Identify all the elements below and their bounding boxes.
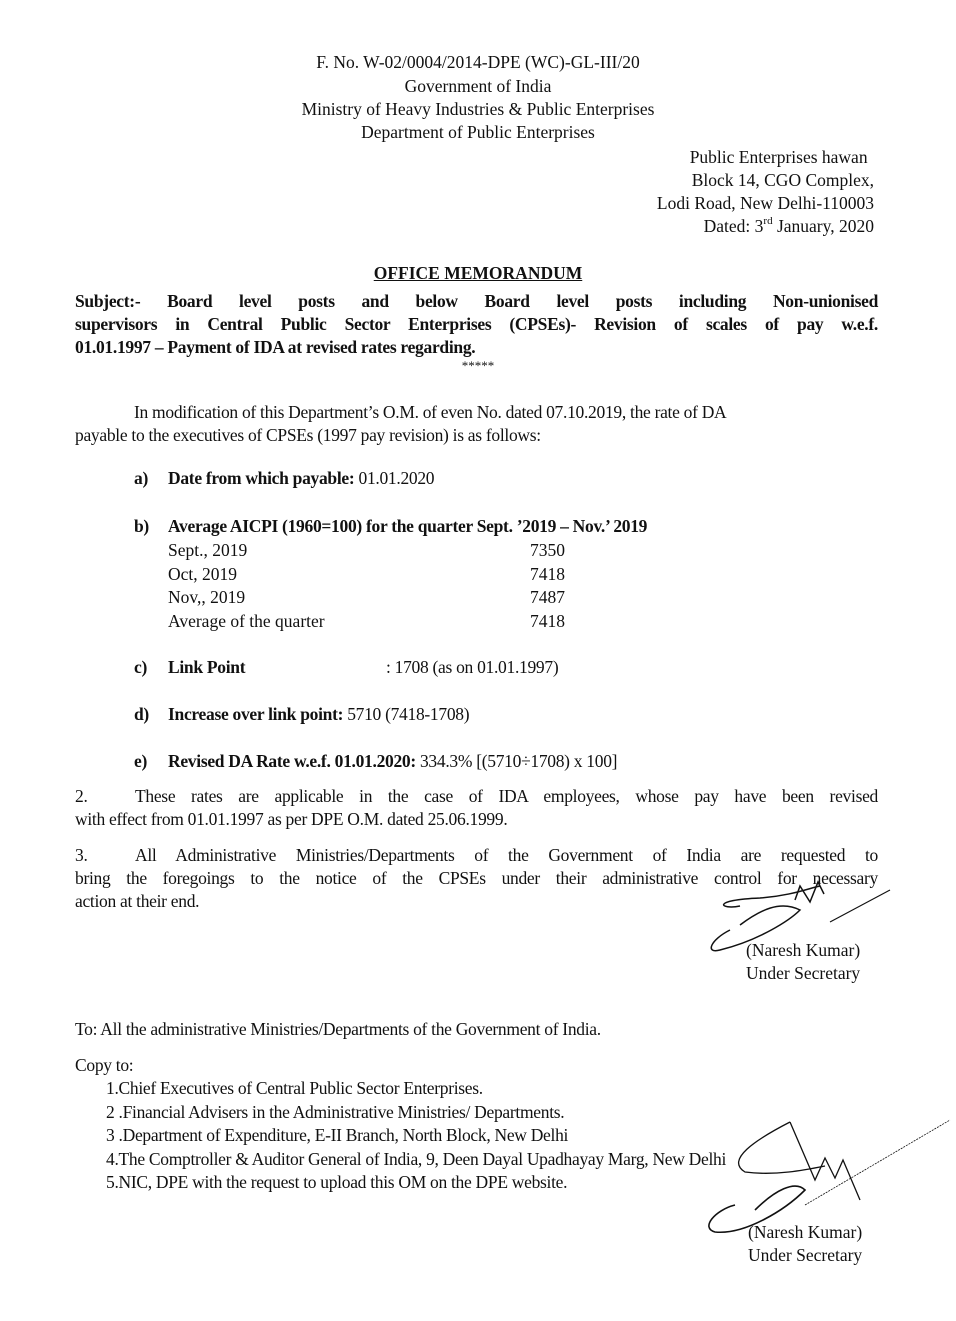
- file-number: F. No. W-02/0004/2014-DPE (WC)-GL-III/20: [316, 52, 640, 72]
- separator-stars: *****: [461, 358, 495, 373]
- aicpi-row: Oct, 2019 7418: [168, 563, 565, 584]
- memo-title: OFFICE MEMORANDUM: [373, 263, 583, 283]
- para-3-line-3: action at their end.: [75, 891, 200, 911]
- signatory-name-2: (Naresh Kumar): [748, 1222, 863, 1242]
- address-line-2: Block 14, CGO Complex,: [691, 170, 874, 190]
- para-3-line-1: 3. All Administrative Ministries/Departments of the Government of India are requested to: [75, 845, 878, 865]
- para-2-line-2: with effect from 01.01.1997 as per DPE O.M. dated 25.06.1999.: [75, 809, 508, 829]
- item-d: d) Increase over link point: 5710 (7418-1708): [134, 704, 470, 724]
- aicpi-row: Average of the quarter 7418: [168, 610, 565, 631]
- copy-to-item: 3 .Department of Expenditure, E-II Branch, North Block, New Delhi: [106, 1125, 569, 1145]
- signatory-designation-2: Under Secretary: [748, 1245, 863, 1265]
- intro-line-2: payable to the executives of CPSEs (1997 pay revision) is as follows:: [75, 425, 541, 445]
- item-c: c) Link Point : 1708 (as on 01.01.1997): [134, 657, 559, 677]
- aicpi-row: Sept., 2019 7350: [168, 540, 565, 560]
- ministry-name: Ministry of Heavy Industries & Public Enterprises: [301, 99, 655, 119]
- copy-to-item: 1.Chief Executives of Central Public Sector Enterprises.: [106, 1078, 483, 1098]
- copy-to-item: 2 .Financial Advisers in the Administrative Ministries/ Departments.: [106, 1101, 565, 1122]
- subject-line-2: supervisors in Central Public Sector Enterprises (CPSEs)- Revision of scales of pay w.e.f.: [75, 314, 878, 334]
- copy-to-heading: Copy to:: [75, 1055, 134, 1075]
- signatory-name: (Naresh Kumar): [746, 940, 861, 960]
- address-block: [654, 146, 874, 238]
- aicpi-row: Nov,, 2019 7487: [168, 587, 565, 607]
- copy-to-item: 5.NIC, DPE with the request to upload this OM on the DPE website.: [106, 1172, 568, 1192]
- item-b: b) Average AICPI (1960=100) for the quarter Sept. ’2019 – Nov.’ 2019: [134, 516, 648, 536]
- intro-line-1: In modification of this Department’s O.M. of even No. dated 07.10.2019, the rate of DA: [134, 402, 727, 422]
- to-line: To: All the administrative Ministries/Departments of the Government of India.: [75, 1019, 601, 1039]
- signatory-designation: Under Secretary: [746, 963, 861, 983]
- copy-to-item: 4.The Comptroller & Auditor General of India, 9, Deen Dayal Upadhayay Marg, New Delhi: [106, 1148, 727, 1169]
- subject-line-1: Subject:- Board level posts and below Board level posts including Non-unionised: [75, 291, 878, 311]
- govt-name: Government of India: [404, 76, 552, 96]
- signature-scribble-icon: [695, 1110, 955, 1240]
- aicpi-table: [168, 539, 565, 633]
- subject-line-3: 01.01.1997 – Payment of IDA at revised rates regarding.: [75, 337, 476, 357]
- department-name: Department of Public Enterprises: [361, 122, 595, 142]
- item-e: e) Revised DA Rate w.e.f. 01.01.2020: 334.3% [(5710÷1708) x 100]: [134, 751, 618, 771]
- copy-to-list: [106, 1077, 726, 1195]
- item-a: a) Date from which payable: 01.01.2020: [134, 468, 435, 488]
- para-2-line-1: 2. These rates are applicable in the case of IDA employees, whose pay have been revised: [75, 786, 878, 806]
- para-3-line-2: bring the foregoings to the notice of the CPSEs under their administrative control for necessary: [75, 868, 878, 888]
- dated: Dated: 3rd January, 2020: [703, 215, 874, 236]
- address-line-3: Lodi Road, New Delhi-110003: [656, 193, 874, 213]
- address-line-1: Public Enterprises hawan: [689, 147, 868, 167]
